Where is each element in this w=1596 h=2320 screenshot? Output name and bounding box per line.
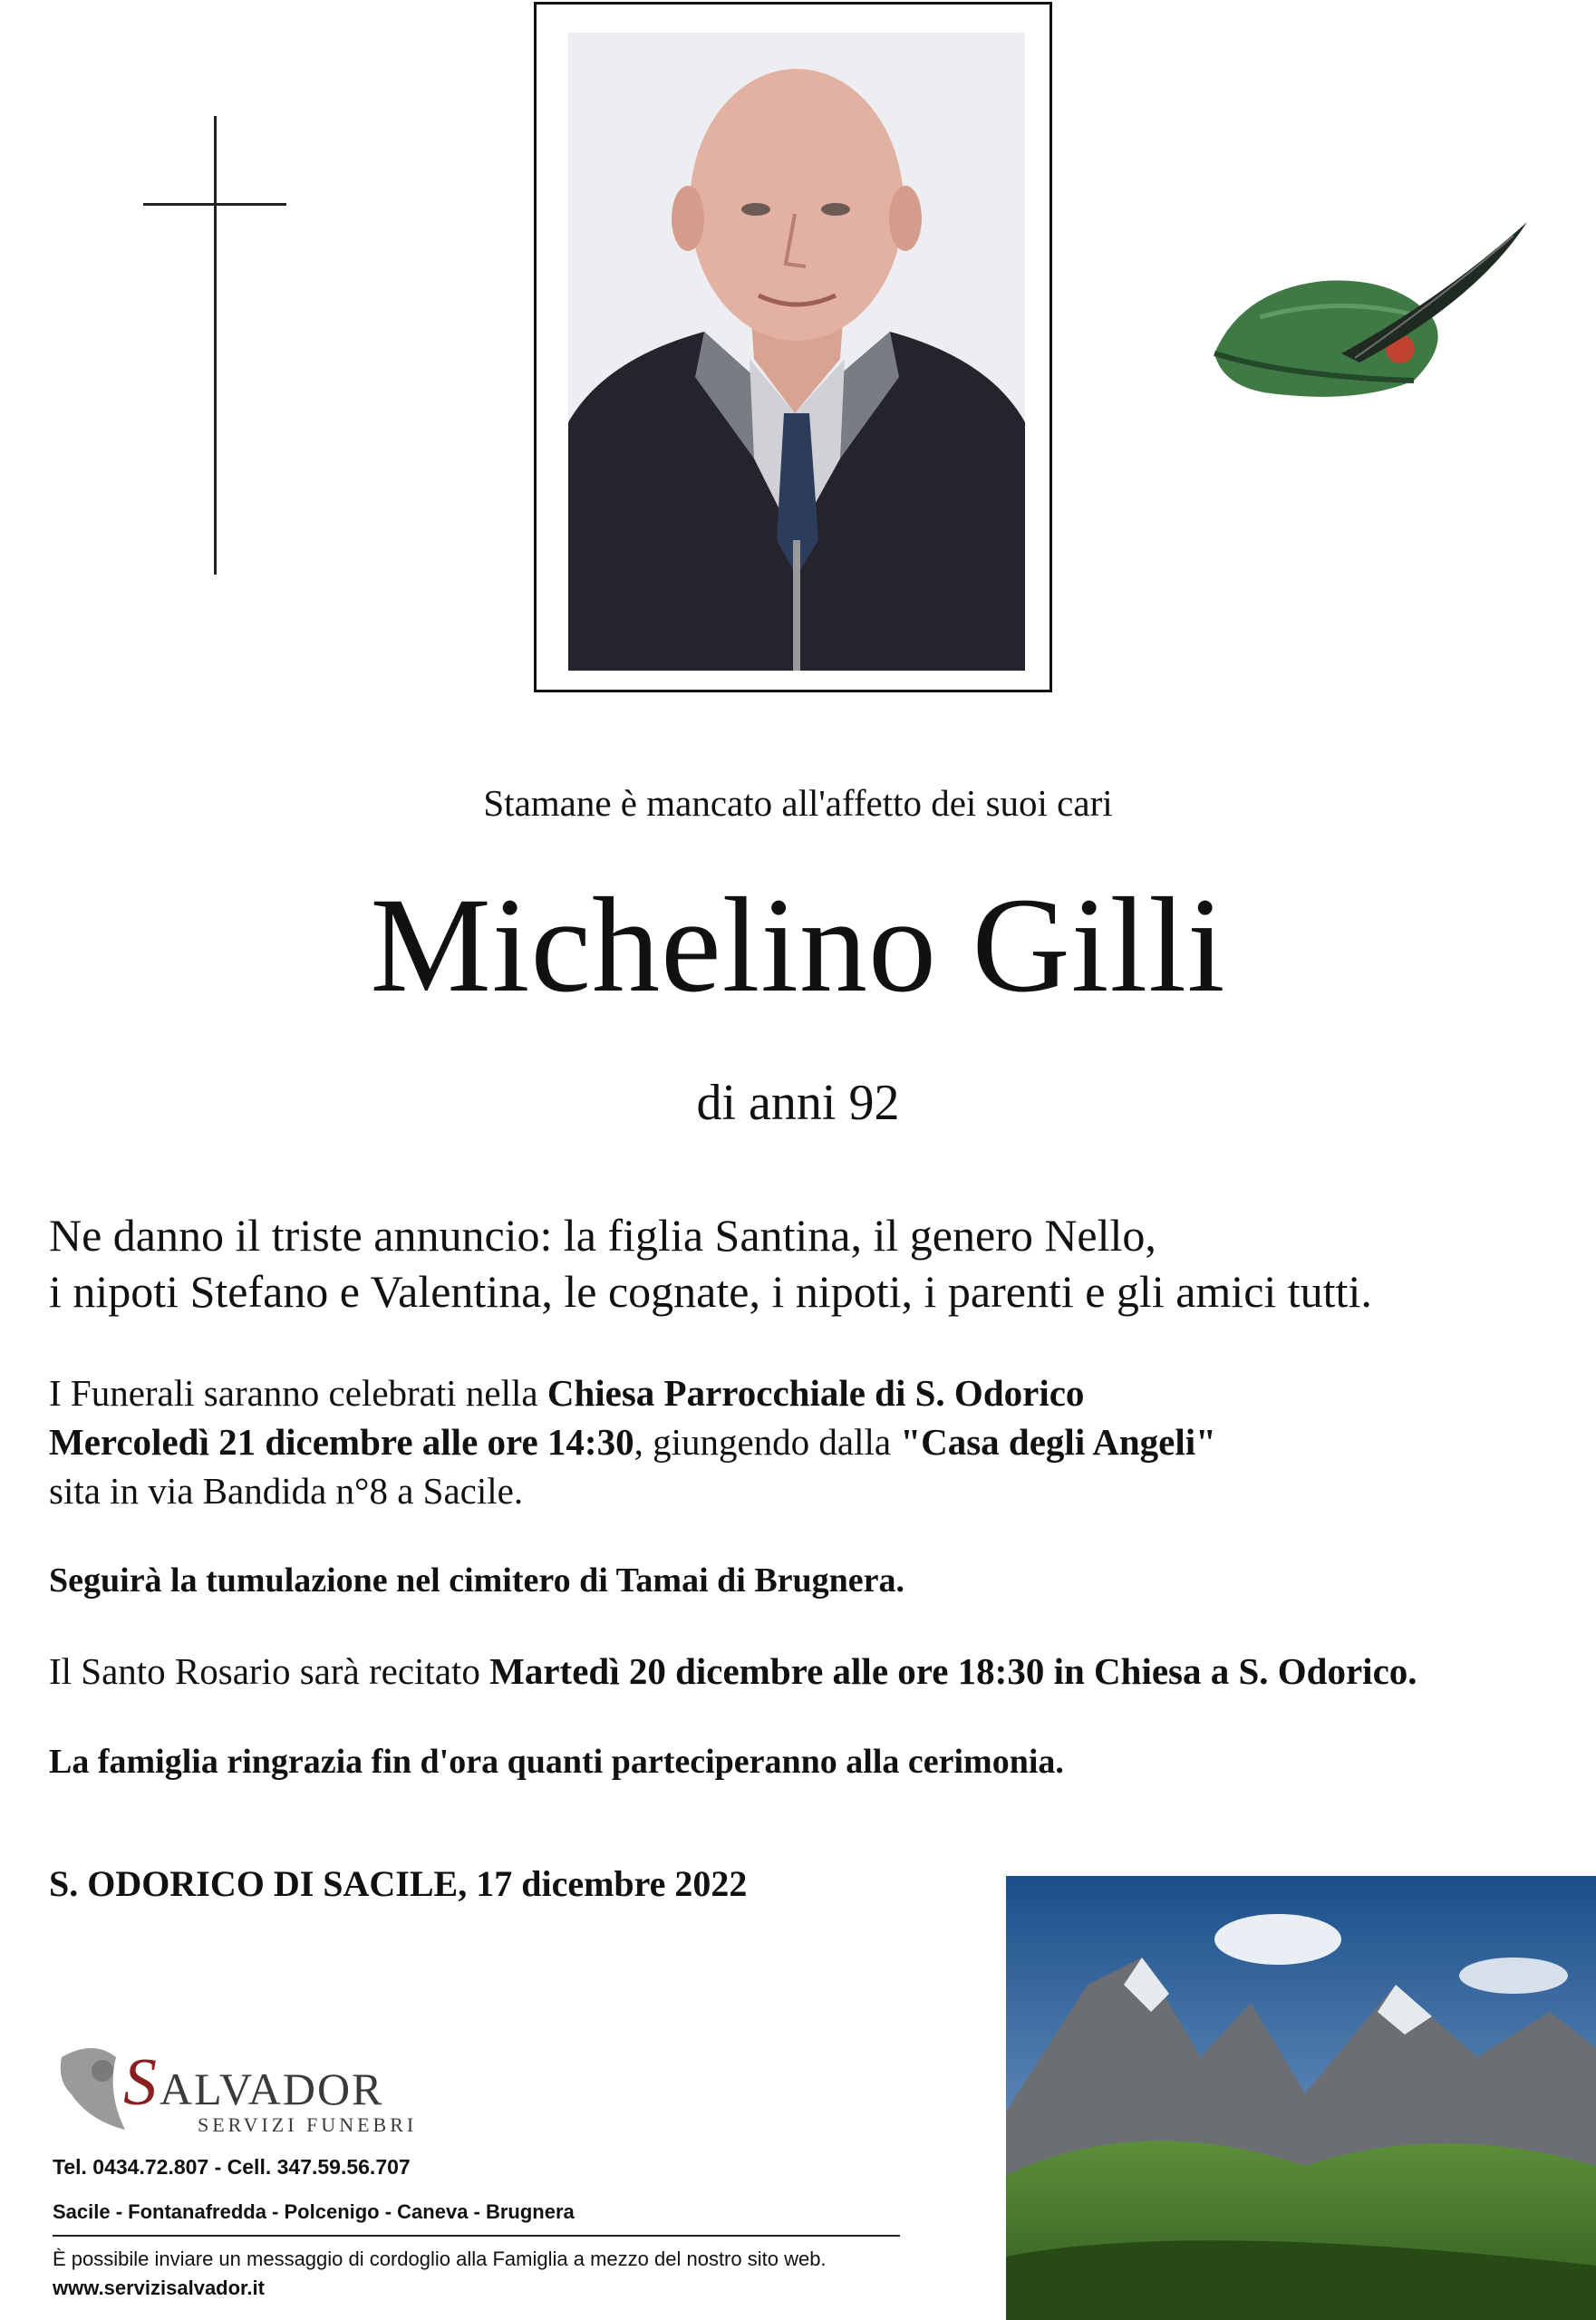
cross-icon-bar xyxy=(143,203,286,206)
rosary-text xyxy=(49,1649,1553,1693)
funeral-line-1 xyxy=(49,1368,1553,1417)
angel-logo-icon xyxy=(61,2048,125,2130)
age-text: di anni 92 xyxy=(696,1075,900,1131)
funeral-details xyxy=(49,1368,1553,1515)
logo-brand: ALVADOR xyxy=(160,2064,384,2114)
funeral-line-3: sita in via Bandida n°8 a Sacile. xyxy=(49,1470,524,1512)
funeral-text: , giungendo dalla xyxy=(634,1421,901,1463)
thanks-text: La famiglia ringrazia fin d'ora quanti parteciperanno alla cerimonia. xyxy=(49,1743,1064,1781)
funeral-date-time: Mercoledì 21 dicembre alle ore 14:30 xyxy=(49,1421,634,1463)
portrait-photo xyxy=(568,33,1025,671)
alpine-hat-icon xyxy=(1205,218,1532,426)
mountain-landscape-image xyxy=(1006,1876,1596,2320)
burial-text: Seguirà la tumulazione nel cimitero di Tamai di Brugnera. xyxy=(49,1561,905,1600)
church-name: Chiesa Parrocchiale di S. Odorico xyxy=(547,1372,1085,1414)
announcement-line: i nipoti Stefano e Valentina, le cognate, i nipoti, i parenti e gli amici tutti. xyxy=(49,1266,1372,1317)
logo-brand-initial: S xyxy=(123,2045,157,2120)
intro-text: Stamane è mancato all'affetto dei suoi cari xyxy=(483,782,1113,824)
funeral-line-2 xyxy=(49,1417,1553,1466)
rosary-date-time: Martedì 20 dicembre alle ore 18:30 in Chiesa a S. Odorico. xyxy=(489,1650,1417,1692)
deceased-name: Michelino Gilli xyxy=(370,870,1226,1020)
footer-divider xyxy=(53,2235,900,2237)
service-towns: Sacile - Fontanafredda - Polcenigo - Caneva - Brugnera xyxy=(53,2200,575,2223)
salvador-logo xyxy=(53,2039,469,2148)
website-link[interactable]: www.servizisalvador.it xyxy=(53,2276,265,2299)
contact-phones: Tel. 0434.72.807 - Cell. 347.59.56.707 xyxy=(53,2155,411,2179)
place-date: S. ODORICO DI SACILE, 17 dicembre 2022 xyxy=(49,1863,748,1904)
condolence-message: È possibile inviare un messaggio di cordoglio alla Famiglia a mezzo del nostro sito web. xyxy=(53,2248,827,2270)
logo-subtitle: SERVIZI FUNEBRI xyxy=(198,2113,418,2136)
funeral-text: I Funerali saranno celebrati nella xyxy=(49,1372,547,1414)
announcement xyxy=(49,1207,1553,1320)
rosary-intro: Il Santo Rosario sarà recitato xyxy=(49,1650,490,1692)
departure-place: "Casa degli Angeli" xyxy=(900,1421,1216,1463)
cross-icon xyxy=(214,116,217,575)
announcement-line: Ne danno il triste annuncio: la figlia Santina, il genero Nello, xyxy=(49,1210,1156,1261)
